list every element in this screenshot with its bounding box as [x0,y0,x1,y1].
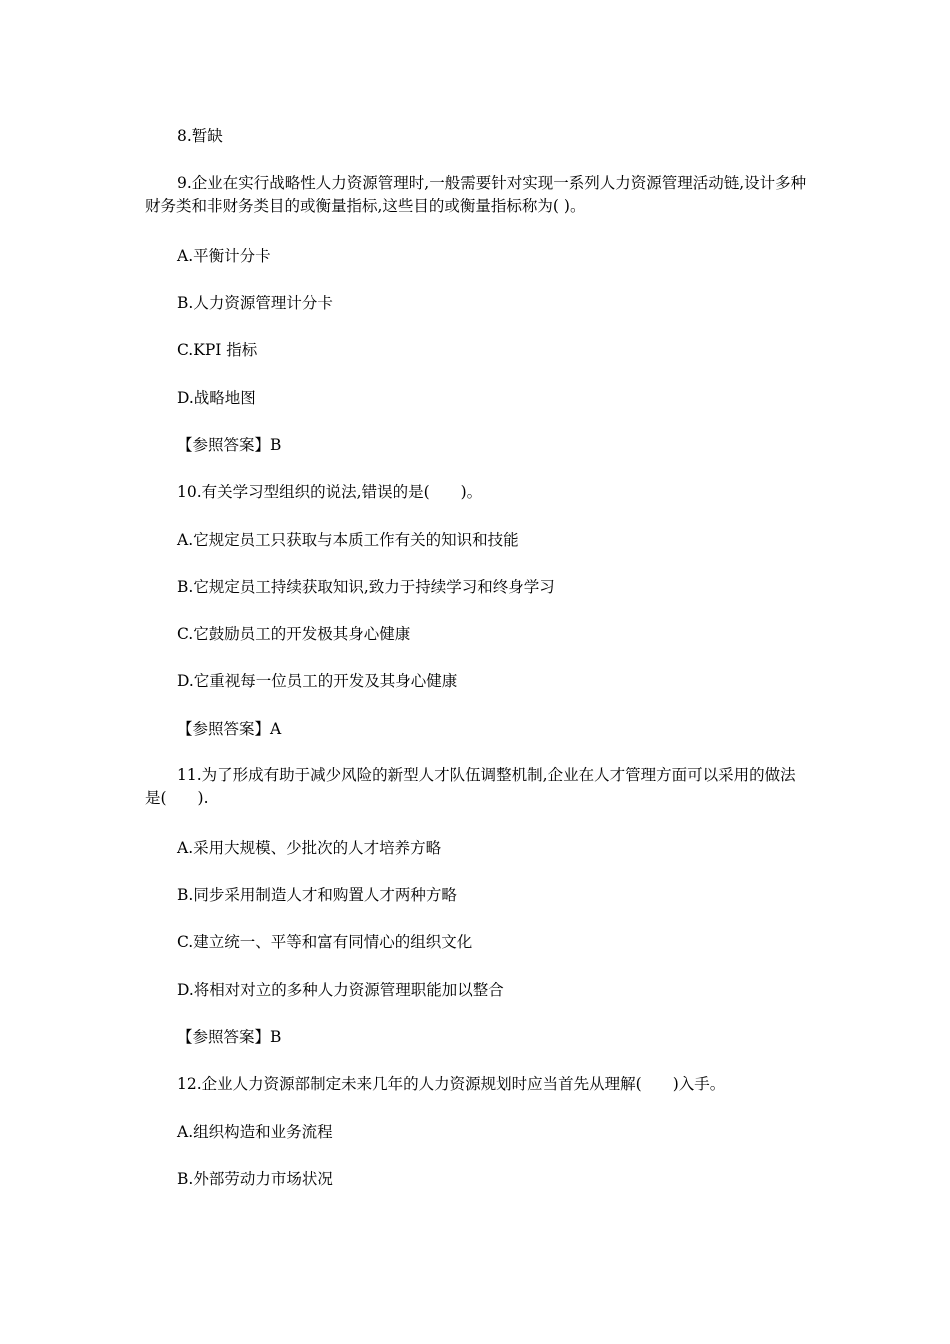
option-c: C.它鼓励员工的开发极其身心健康 [177,625,411,643]
option-b: B.它规定员工持续获取知识,致力于持续学习和终身学习 [177,578,555,596]
option-a: A.采用大规模、少批次的人才培养方略 [177,839,442,857]
question-12-text: 12.企业人力资源部制定未来几年的人力资源规划时应当首先从理解( )入手。 [177,1075,726,1093]
option-a: A.组织构造和业务流程 [177,1123,333,1141]
question-11-text: 11.为了形成有助于减少风险的新型人才队伍调整机制,企业在人才管理方面可以采用的做法是( ). [145,766,796,807]
question-10-text: 10.有关学习型组织的说法,错误的是( )。 [177,483,483,501]
option-a: A.平衡计分卡 [177,247,271,265]
answer-10: 【参照答案】A [177,720,282,738]
option-d: D.战略地图 [177,389,256,407]
option-a: A.它规定员工只获取与本质工作有关的知识和技能 [177,531,519,549]
option-c: C.建立统一、平等和富有同情心的组织文化 [177,933,473,951]
option-d: D.将相对对立的多种人力资源管理职能加以整合 [177,981,504,999]
option-c: C.KPI 指标 [177,341,258,359]
option-d: D.它重视每一位员工的开发及其身心健康 [177,672,458,690]
option-b: B.外部劳动力市场状况 [177,1170,333,1188]
answer-11: 【参照答案】B [177,1028,282,1046]
answer-9: 【参照答案】B [177,436,282,454]
option-b: B.同步采用制造人才和购置人才两种方略 [177,886,457,904]
option-b: B.人力资源管理计分卡 [177,294,333,312]
question-9-text: 9.企业在实行战略性人力资源管理时,一般需要针对实现一系列人力资源管理活动链,设计多种财务类和非财务类目的或衡量指标,这些目的或衡量指标称为( )。 [145,174,807,215]
question-8-text: 8.暂缺 [177,127,223,145]
